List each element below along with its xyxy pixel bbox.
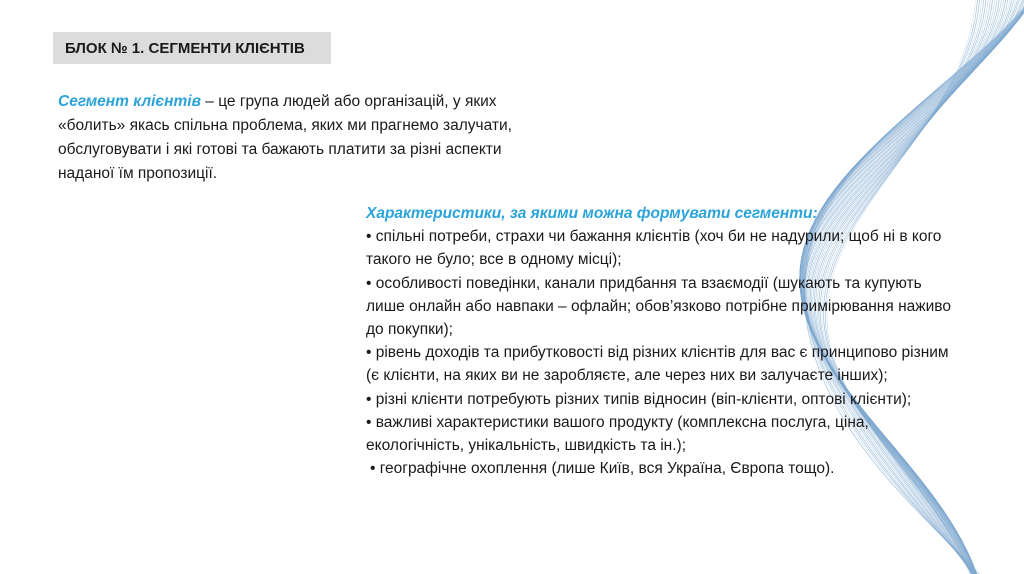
characteristic-item: • різні клієнти потребують різних типів відносин (віп-клієнти, оптові клієнти); xyxy=(366,390,912,408)
definition-term: Сегмент клієнтів xyxy=(58,93,201,110)
characteristic-item: • особливості поведінки, канали придбання та взаємодії (шукають та купують лише онлайн або навпаки ‒ офлайн; обов’язково потрібне примірювання наживо до покупки); xyxy=(366,274,951,339)
segment-definition xyxy=(58,90,558,186)
slide-title-box xyxy=(53,32,331,64)
definition-text: – це група людей або організацій, у яких «болить» якась спільна проблема, яких ми прагнемо залучати, обслуговувати і які готові та бажають платити за різні аспекти наданої їм пропозиції. xyxy=(58,93,512,182)
characteristic-item: • спільні потреби, страхи чи бажання клієнтів (хоч би не надурили; щоб ні в кого такого не було; все в одному місці); xyxy=(366,228,942,269)
slide-title: БЛОК № 1. СЕГМЕНТИ КЛІЄНТІВ xyxy=(65,39,305,57)
characteristic-item: • географічне охоплення (лише Київ, вся Україна, Європа тощо). xyxy=(370,460,835,478)
characteristic-item: • важливі характеристики вашого продукту (комплексна послуга, ціна, екологічність, унікальність, швидкість та ін.); xyxy=(366,413,869,455)
characteristics-block xyxy=(366,202,956,480)
characteristic-item: • рівень доходів та прибутковості від різних клієнтів для вас є принципово різним (є клієнти, на яких ви не заробляєте, але через них ви залучаєте інших); xyxy=(366,344,949,385)
characteristics-heading: Характеристики, за якими можна формувати сегменти: xyxy=(366,205,818,222)
